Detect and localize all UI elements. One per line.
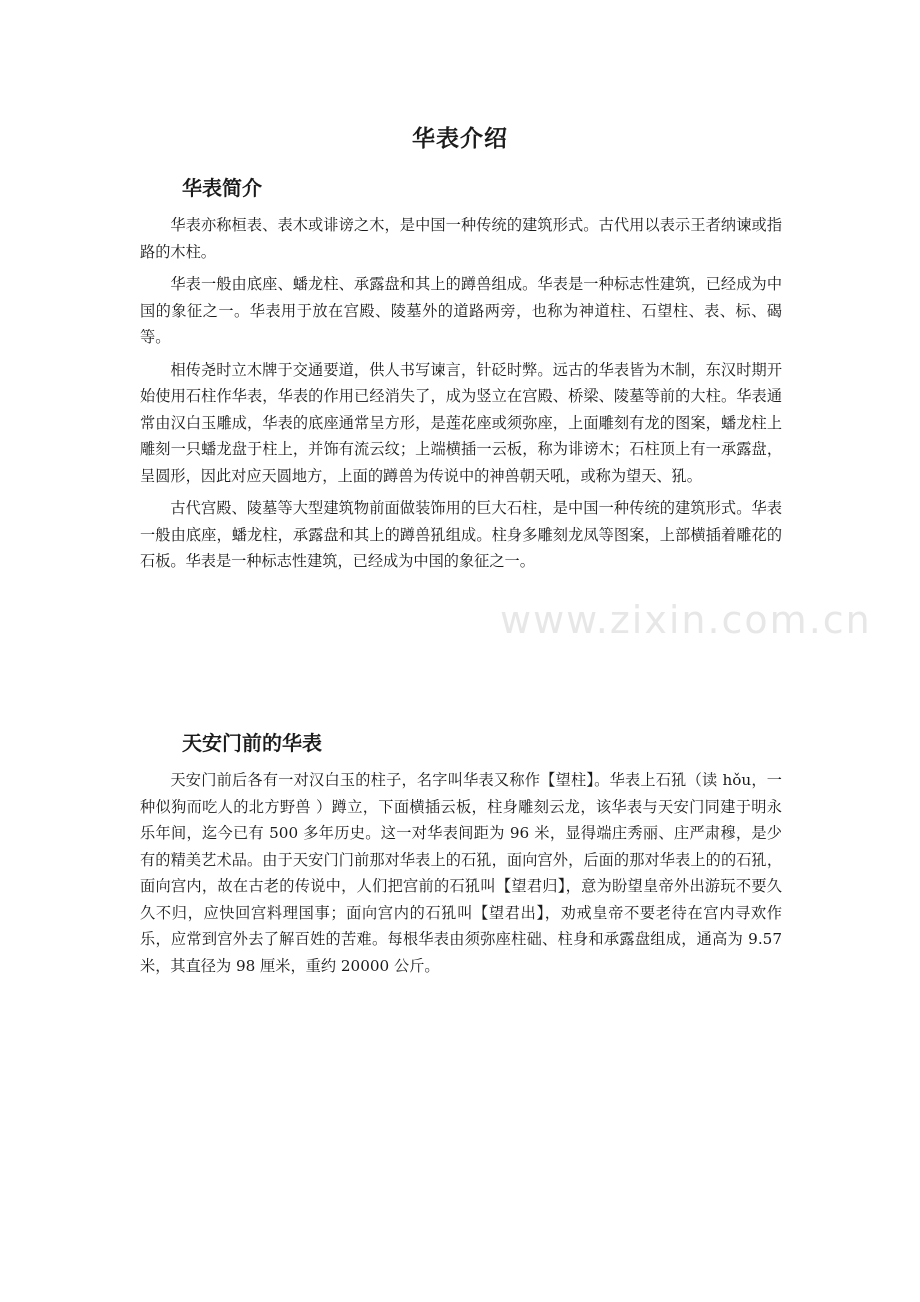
watermark: www.zixin.com.cn <box>500 598 872 642</box>
paragraph: 华表一般由底座、蟠龙柱、承露盘和其上的蹲兽组成。华表是一种标志性建筑，已经成为中国的象征之一。华表用于放在宫殿、陵墓外的道路两旁，也称为神道柱、石望柱、表、标、碣等。 <box>140 275 782 346</box>
section-body-intro <box>140 212 782 581</box>
paragraph: 相传尧时立木牌于交通要道，供人书写谏言，针砭时弊。远古的华表皆为木制，东汉时期开始使用石柱作华表，华表的作用已经消失了，成为竖立在宫殿、桥梁、陵墓等前的大柱。华表通常由汉白玉雕成，华表的底座通常呈方形，是莲花座或须弥座，上面雕刻有龙的图案，蟠龙柱上雕刻一只蟠龙盘于柱上，并饰有流云纹；上端横插一云板，称为诽谤木；石柱顶上有一承露盘，呈圆形，因此对应天圆地方，上面的蹲兽为传说中的神兽朝天吼，或称为望天、犼。 <box>140 360 782 485</box>
paragraph: 华表亦称桓表、表木或诽谤之木，是中国一种传统的建筑形式。古代用以表示王者纳谏或指路的木柱。 <box>140 216 782 261</box>
paragraph: 古代宫殿、陵墓等大型建筑物前面做装饰用的巨大石柱，是中国一种传统的建筑形式。华表一般由底座，蟠龙柱，承露盘和其上的蹲兽犼组成。柱身多雕刻龙凤等图案，上部横插着雕花的石板。华表是一种标志性建筑，已经成为中国的象征之一。 <box>140 499 782 570</box>
section-body-tiananmen <box>140 767 782 985</box>
section-heading-tiananmen: 天安门前的华表 <box>182 731 322 755</box>
paragraph: 天安门前后各有一对汉白玉的柱子，名字叫华表又称作【望柱】。华表上石犼（读 hǒu，一种似狗而吃人的北方野兽 ）蹲立，下面横插云板，柱身雕刻云龙，该华表与天安门同建于明永乐年间，迄今已有 500 多年历史。这一对华表间距为 96 米，显得端庄秀丽、庄严肃穆，是少有的精美艺术品。由于天安门门前那对华表上的石犼，面向宫外，后面的那对华表上的的石犼，面向宫内，故在古老的传说中，人们把宫前的石犼叫【望君归】，意为盼望皇帝外出游玩不要久久不归，应快回宫料理国事；面向宫内的石犼叫【望君出】，劝戒皇帝不要老待在宫内寻欢作乐，应常到宫外去了解百姓的苦难。每根华表由须弥座柱础、柱身和承露盘组成，通高为 9.57 米，其直径为 98 厘米，重约 20000 公斤。 <box>140 771 782 975</box>
document-title: 华表介绍 <box>412 126 508 152</box>
section-heading-intro: 华表简介 <box>182 176 262 200</box>
